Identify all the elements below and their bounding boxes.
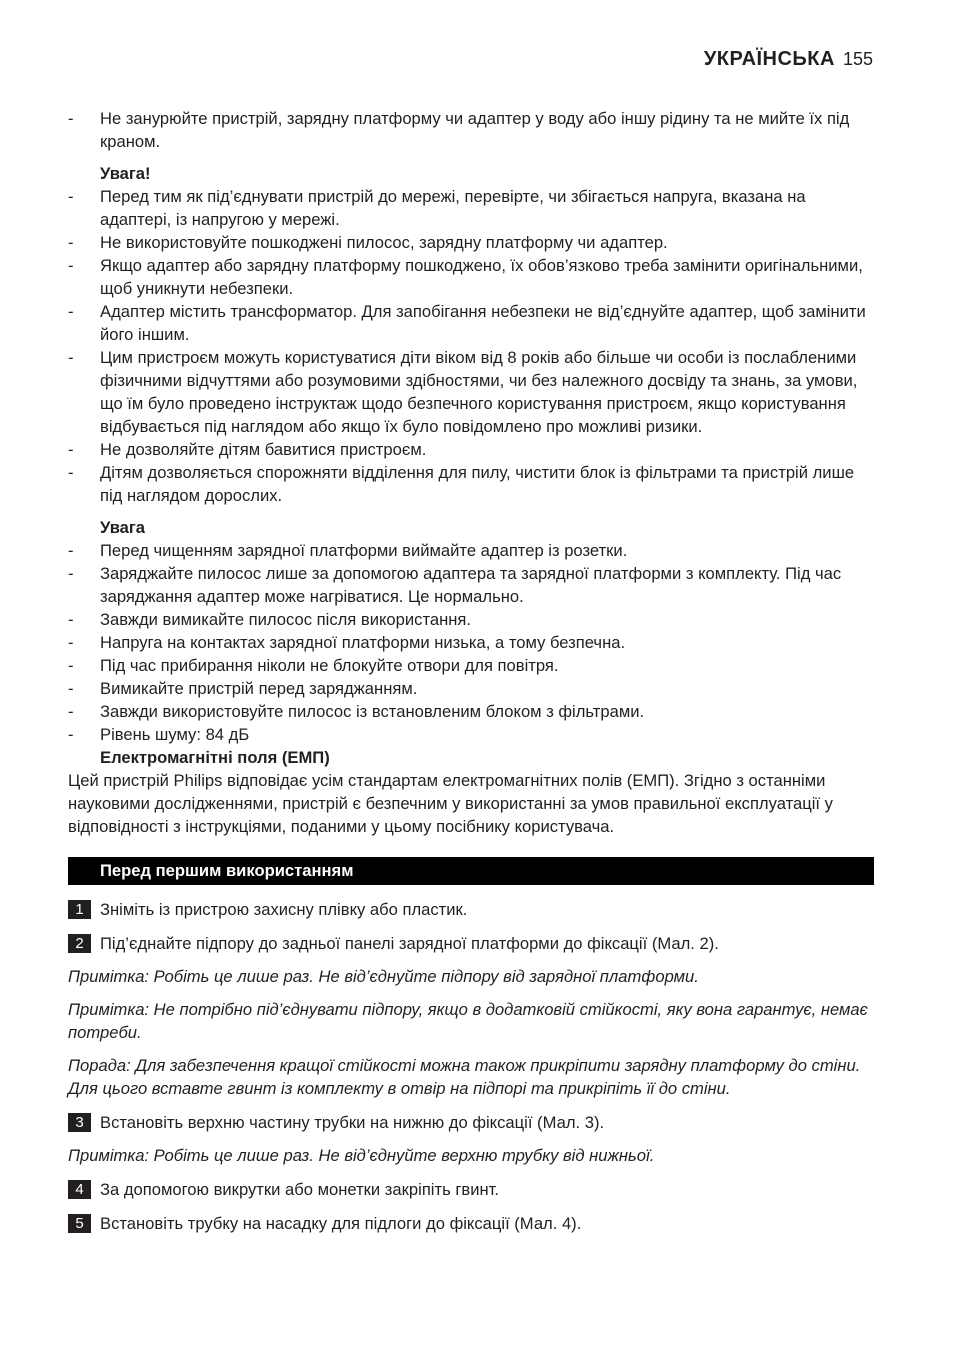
step-number-badge: 3 <box>68 1113 91 1132</box>
section-heading-bar: Перед першим використанням <box>68 857 874 885</box>
step-text: Встановіть верхню частину трубки на нижню до фіксації (Мал. 3). <box>100 1113 605 1132</box>
page-header <box>704 48 873 71</box>
step-2 <box>68 932 874 955</box>
step-4 <box>68 1178 874 1201</box>
page-content <box>68 107 874 1235</box>
step-text: Встановіть трубку на насадку для підлоги до фіксації (Мал. 4). <box>100 1214 582 1233</box>
caution-heading: Увага! <box>100 164 151 183</box>
step-number-badge: 5 <box>68 1214 91 1233</box>
step-5 <box>68 1212 874 1235</box>
list-item: - Цим пристроєм можуть користуватися діти віком від 8 років або більше чи особи із послабленими фізичними відчуттями або розумовими здібностями, чи без належного досвіду та знань, за умови, що їм було проведено інструктаж щодо безпечного користування пристроєм, якщо користування відбувається під наглядом або якщо їх було повідомлено про можливі ризики. <box>68 346 874 438</box>
step-text: Зніміть із пристрою захисну плівку або пластик. <box>100 900 468 919</box>
list-item: - Не використовуйте пошкоджені пилосос, зарядну платформу чи адаптер. <box>68 231 874 254</box>
list-item: - Заряджайте пилосос лише за допомогою адаптера та зарядної платформи з комплекту. Під час заряджання адаптер може нагріватися. Це нормально. <box>68 562 874 608</box>
note-1: Примітка: Робіть це лише раз. Не від’єднуйте підпору від зарядної платформи. <box>68 967 699 986</box>
attention-heading: Увага <box>100 518 146 537</box>
list-item: - Під час прибирання ніколи не блокуйте отвори для повітря. <box>68 654 874 677</box>
list-item: - Якщо адаптер або зарядну платформу пошкоджено, їх обов’язково треба замінити оригінальними, щоб уникнути небезпеки. <box>68 254 874 300</box>
step-number-badge: 4 <box>68 1180 91 1199</box>
emf-paragraph: Цей пристрій Philips відповідає усім стандартам електромагнітних полів (ЕМП). Згідно з останніми науковими дослідженнями, пристрій є безпечним у використанні за умов правильної експлуатації у відповідності з інструкціями, поданими у цьому посібнику користувача. <box>68 771 833 836</box>
list-item: - Перед чищенням зарядної платформи виймайте адаптер із розетки. <box>68 539 874 562</box>
list-item: - Не занурюйте пристрій, зарядну платформу чи адаптер у воду або іншу рідину та не мийте їх під краном. <box>68 107 874 153</box>
attention-list <box>68 539 874 746</box>
step-number-badge: 1 <box>68 900 91 919</box>
step-text: За допомогою викрутки або монетки закріпіть гвинт. <box>100 1180 500 1199</box>
note-3: Примітка: Робіть це лише раз. Не від’єднуйте верхню трубку від нижньої. <box>68 1146 655 1165</box>
step-number-badge: 2 <box>68 934 91 953</box>
list-item: - Рівень шуму: 84 дБ <box>68 723 874 746</box>
list-item: - Перед тим як під’єднувати пристрій до мережі, перевірте, чи збігається напруга, вказана на адаптері, із напругою у мережі. <box>68 185 874 231</box>
list-item: - Адаптер містить трансформатор. Для запобігання небезпеки не від’єднуйте адаптер, щоб замінити його іншим. <box>68 300 874 346</box>
list-item: - Завжди використовуйте пилосос із встановленим блоком з фільтрами. <box>68 700 874 723</box>
list-item: - Не дозволяйте дітям бавитися пристроєм. <box>68 438 874 461</box>
list-item: - Завжди вимикайте пилосос після використання. <box>68 608 874 631</box>
emf-heading: Електромагнітні поля (ЕМП) <box>100 748 330 767</box>
list-item: - Вимикайте пристрій перед заряджанням. <box>68 677 874 700</box>
caution-list <box>68 185 874 507</box>
step-text: Під’єднайте підпору до задньої панелі зарядної платформи до фіксації (Мал. 2). <box>100 934 719 953</box>
intro-list <box>68 107 874 153</box>
tip: Порада: Для забезпечення кращої стійкості можна також прикріпити зарядну платформу до стіни. Для цього вставте гвинт із комплекту в отвір на підпорі та прикріпіть її до стіни. <box>68 1056 861 1098</box>
note-2: Примітка: Не потрібно під’єднувати підпору, якщо в додатковій стійкості, яку вона гарантує, немає потреби. <box>68 1000 868 1042</box>
language-title: УКРАЇНСЬКА <box>703 48 835 70</box>
page-number: 155 <box>842 49 873 69</box>
step-1 <box>68 898 874 921</box>
step-3 <box>68 1111 874 1134</box>
list-item: - Дітям дозволяється спорожняти відділення для пилу, чистити блок із фільтрами та пристрій лише під наглядом дорослих. <box>68 461 874 507</box>
list-item: - Напруга на контактах зарядної платформи низька, а тому безпечна. <box>68 631 874 654</box>
